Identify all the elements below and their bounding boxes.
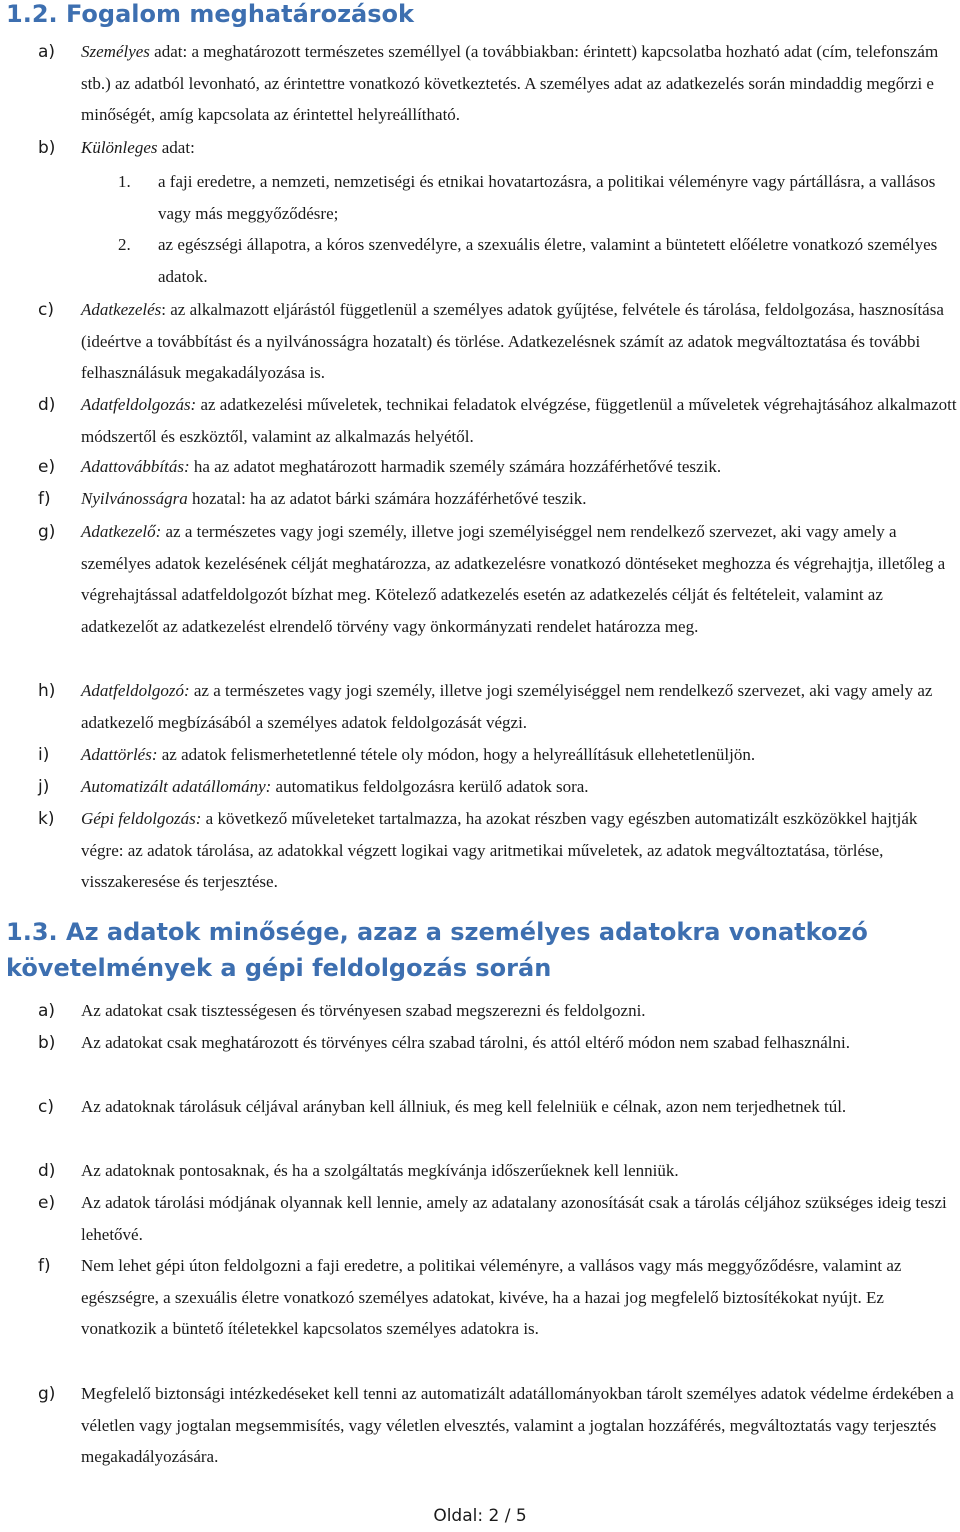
term: Adatfeldolgozó:: [81, 681, 190, 700]
requirement-text: Az adatok tárolási módjának olyannak kell lennie, amely az adatalany azonosítását csak a tárolás céljához szükséges ideig teszi lehetővé.: [81, 1193, 947, 1244]
term: Gépi feldolgozás:: [81, 809, 202, 828]
item-label: c): [38, 1097, 54, 1117]
item-label: a): [38, 42, 56, 62]
item-label: e): [38, 1193, 56, 1213]
item-label: b): [38, 1033, 56, 1053]
term: Adatkezelő:: [81, 522, 162, 541]
subitem-number: 1.: [118, 172, 131, 191]
item-label: i): [38, 745, 50, 765]
definition-text: hozatal: ha az adatot bárki számára hozzáférhetővé teszik.: [187, 489, 587, 508]
term: Adatkezelés: [81, 300, 162, 319]
item-label: h): [38, 681, 56, 701]
subitem-text: az egészségi állapotra, a kóros szenvedélyre, a szexuális életre, valamint a büntetett előéletre vonatkozó személyes adatok.: [158, 235, 938, 286]
definition-text: az adatkezelési műveletek, technikai feladatok elvégzése, függetlenül a műveletek végrehajtásához alkalmazott módszertől és eszköztől, valamint az alkalmazás helyétől.: [81, 395, 957, 446]
requirement-text: Az adatoknak pontosaknak, és ha a szolgáltatás megkívánja időszerűeknek kell lenniük.: [81, 1161, 679, 1180]
definition-text: adat:: [157, 138, 195, 157]
term: Automatizált adatállomány:: [81, 777, 272, 796]
requirement-text: Megfelelő biztonsági intézkedéseket kell tenni az automatizált adatállományokban tárolt személyes adatok védelme érdekében a véletlen vagy jogtalan megsemmisítés, vagy véletlen elvesztés, valamint a jogtalan hozzáférés, megváltoztatás vagy terjesztés megakadályozására.: [81, 1384, 954, 1466]
section-heading-1-2: 1.2. Fogalom meghatározások: [6, 0, 414, 28]
item-label: f): [38, 1256, 51, 1276]
definition-text: a következő műveleteket tartalmazza, ha azokat részben vagy egészben automatizált eszközökkel hajtják végre: az adatok tárolása, az adatokkal végzett logikai vagy aritmetikai műveletek, az adatok megváltoztatása, törlése, visszakeresése és terjesztése.: [81, 809, 918, 891]
item-label: g): [38, 1384, 56, 1404]
subitem-number: 2.: [118, 235, 131, 254]
section-heading-1-3: 1.3. Az adatok minősége, azaz a személyes adatokra vonatkozó követelmények a gépi feldolgozás során: [6, 918, 868, 982]
definition-text: az a természetes vagy jogi személy, illetve jogi személyiséggel nem rendelkező szervezet, aki vagy amely az adatkezelő megbízásából a személyes adatok feldolgozását végzi.: [81, 681, 933, 732]
requirement-text: Az adatokat csak meghatározott és törvényes célra szabad tárolni, és attól eltérő módon nem szabad felhasználni.: [81, 1033, 850, 1052]
item-label: j): [38, 777, 50, 797]
term: Nyilvánosságra: [81, 489, 188, 508]
definition-text: adat: a meghatározott természetes személlyel (a továbbiakban: érintett) kapcsolatba hozható adat (cím, telefonszám stb.) az adatból levonható, az érintettre vonatkozó következtetés. A személyes adat az adatkezelés során mindaddig megőrzi e minőségét, amíg kapcsolata az érintettel helyreállítható.: [81, 42, 939, 124]
item-label: c): [38, 300, 54, 320]
term: Adatfeldolgozás:: [81, 395, 197, 414]
item-label: g): [38, 522, 56, 542]
term: Személyes: [81, 42, 150, 61]
requirement-text: Nem lehet gépi úton feldolgozni a faji eredetre, a politikai véleményre, a vallásos vagy más meggyőződésre, valamint az egészségre, a szexuális életre vonatkozó személyes adatokat, kivéve, ha a hazai jog megfelelő biztosítékokat nyújt. Ez vonatkozik a büntető ítéletekkel kapcsolatos személyes adatokra is.: [81, 1256, 902, 1338]
item-label: e): [38, 457, 56, 477]
subitem-text: a faji eredetre, a nemzeti, nemzetiségi és etnikai hovatartozásra, a politikai véleményre vagy pártállásra, a vallásos vagy más meggyőződésre;: [158, 172, 936, 223]
item-label: f): [38, 489, 51, 509]
term: Adattörlés:: [81, 745, 158, 764]
item-label: d): [38, 395, 56, 415]
definition-text: automatikus feldolgozásra kerülő adatok sora.: [271, 777, 589, 796]
definition-text: ha az adatot meghatározott harmadik személy számára hozzáférhetővé teszik.: [189, 457, 722, 476]
term: Adattovábbítás:: [81, 457, 190, 476]
page-footer: Oldal: 2 / 5: [433, 1506, 527, 1526]
item-label: b): [38, 138, 56, 158]
requirement-text: Az adatokat csak tisztességesen és törvényesen szabad megszerezni és feldolgozni.: [81, 1001, 646, 1020]
term: Különleges: [81, 138, 158, 157]
definition-text: az a természetes vagy jogi személy, illetve jogi személyiséggel nem rendelkező szervezet, aki vagy amely a személyes adatok kezelésének célját meghatározza, az adatkezelésre vonatkozó döntéseket meghozza és végrehajtja, illetőleg a végrehajtással adatfeldolgozót bízhat meg. Kötelező adatkezelés esetén az adatkezelés célját és feltételeit, valamint az adatkezelőt az adatkezelést elrendelő törvény vagy önkormányzati rendelet határozza meg.: [81, 522, 946, 636]
definition-text: : az alkalmazott eljárástól függetlenül a személyes adatok gyűjtése, felvétele és tárolása, feldolgozása, hasznosítása (ideértve a továbbítást és a nyilvánosságra hozatalt) és törlése. Adatkezelésnek számít az adatok megváltoztatása és további felhasználásuk megakadályozása is.: [81, 300, 944, 382]
item-label: k): [38, 809, 55, 829]
requirement-text: Az adatoknak tárolásuk céljával arányban kell állniuk, és meg kell felelniük e célnak, azon nem terjedhetnek túl.: [81, 1097, 847, 1116]
item-label: a): [38, 1001, 56, 1021]
definition-text: az adatok felismerhetetlenné tétele oly módon, hogy a helyreállításuk ellehetetlenüljön.: [157, 745, 756, 764]
item-label: d): [38, 1161, 56, 1181]
